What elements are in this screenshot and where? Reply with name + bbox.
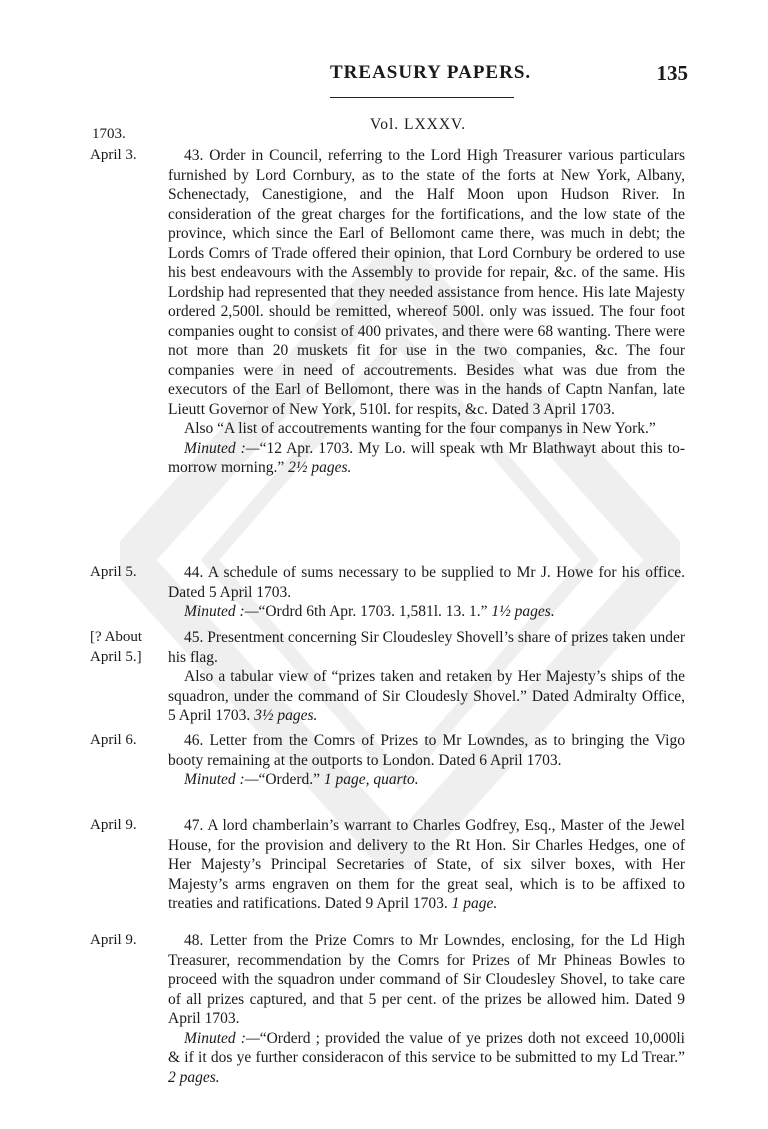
entry-paragraph-text: 47. A lord chamberlain’s warrant to Charles Godfrey, Esq., Master of the Jewel House, for the provision and delivery to the Rt Hon. Sir Charles Hedges, one of Her Majesty’s Principal Secretaries of State, of six silver boxes, with Her Majesty’s arms engraven on them for the great seal, which is to be affixed to treaties and ratifications. Dated 9 April 1703. <box>168 817 685 912</box>
entry-minute <box>168 1029 685 1088</box>
minute-text: “Orderd ; provided the value of ye prizes doth not exceed 10,000li & if it dos ye further consideracon of this service to be submitted to my Ld Trear.” <box>168 1029 685 1066</box>
minute-text: “Orderd.” <box>258 771 321 788</box>
entry-paragraph <box>168 667 685 726</box>
entry-paragraph: 45. Presentment concerning Sir Cloudesley Shovell’s share of prizes taken under his flag. <box>168 629 685 666</box>
entry-date: April 5. <box>90 564 137 580</box>
entry-paragraph-text: Also a tabular view of “prizes taken and retaken by Her Majesty’s ships of the squadron, under the command of Sir Cloudesly Shovel.” Dated Admiralty Office, 5 April 1703. <box>168 668 685 724</box>
entry-minute <box>168 770 685 790</box>
minute-label: Minuted :— <box>184 439 260 457</box>
entry-paragraph: Also “A list of accoutrements wanting for the four companys in New York.” <box>184 420 656 437</box>
entry-paragraph: 48. Letter from the Prize Comrs to Mr Lowndes, enclosing, for the Ld High Treasurer, recommendation by the Comrs for Prizes of Mr Phineas Bowles to proceed with the squadron under command of Sir Cloudesley Shovel, to take care of all prizes captured, and that 5 per cent. of the prizes be allowed him. Dated 9 April 1703. <box>168 932 685 1027</box>
minute-label: Minuted :— <box>184 603 259 620</box>
page-count: 3½ pages. <box>254 707 318 724</box>
entry-date: April 6. <box>90 732 137 748</box>
page-header <box>330 62 688 92</box>
page-count: 2 pages. <box>168 1068 220 1086</box>
entry-paragraph: 44. A schedule of sums necessary to be supplied to Mr J. Howe for his office. Dated 5 April 1703. <box>168 564 685 601</box>
entry-body <box>168 628 685 726</box>
page-count: 2½ pages. <box>288 459 352 476</box>
minute-label: Minuted :— <box>184 1029 260 1047</box>
header-rule <box>330 97 514 98</box>
page-count: 1½ pages. <box>491 603 555 620</box>
page-count: 1 page. <box>451 895 498 912</box>
entry-date: April 9. <box>90 817 137 833</box>
entry-paragraph: 43. Order in Council, referring to the Lord High Treasurer various particulars furnished by Lord Cornbury, as to the state of the forts at New York, Albany, Schenectady, Canestigione, and the Half Moon upon Hudson River. In consideration of the great charges for the fortifications, and the low state of the province, which since the Earl of Bellomont came there, was much in debt; the Lords Comrs of Trade offered their opinion, that Lord Cornbury be ordered to use his best endeavours with the Assembly to provide for repair, &c. of the same. His Lordship had represented that they needed assistance from hence. His late Majesty ordered 2,500l. should be remitted, whereof 500l. only was issued. The four foot companies ought to consist of 400 privates, and there were 68 wanting. There were not more than 20 muskets fit for use in the two companies, &c. The four companies were in need of accoutrements. Besides what was due from the executors of the Earl of Bellomont, there was in the hands of Captn Nanfan, late Lieutt Governor of New York, 510l. for respits, &c. Dated 3 April 1703. <box>168 147 685 418</box>
entry-minute <box>168 439 685 478</box>
running-title: TREASURY PAPERS. <box>330 62 532 83</box>
minute-text: “Ordrd 6th Apr. 1703. 1,581l. 13. 1.” <box>258 603 488 620</box>
entry-minute <box>168 602 685 622</box>
entry-body <box>168 931 685 1087</box>
minute-text: “12 Apr. 1703. My Lo. will speak wth Mr Blathwayt about this to-morrow morning.” <box>168 439 685 476</box>
entry-paragraph <box>168 816 685 914</box>
page-number: 135 <box>656 61 688 85</box>
entry-date: April 3. <box>90 147 137 163</box>
entry-body <box>168 816 685 914</box>
year-label: 1703. <box>92 126 126 142</box>
entry-date: [? About April 5.] <box>90 629 143 665</box>
entry-body <box>168 731 685 790</box>
page-count: 1 page, quarto. <box>323 771 419 788</box>
entry-body <box>168 563 685 622</box>
volume-heading: Vol. LXXXV. <box>370 116 467 133</box>
minute-label: Minuted :— <box>184 771 259 788</box>
entry-date: April 9. <box>90 932 137 948</box>
entry-paragraph: 46. Letter from the Comrs of Prizes to Mr Lowndes, as to bringing the Vigo booty remaining at the outports to London. Dated 6 April 1703. <box>168 732 685 769</box>
entry-body <box>168 146 685 478</box>
